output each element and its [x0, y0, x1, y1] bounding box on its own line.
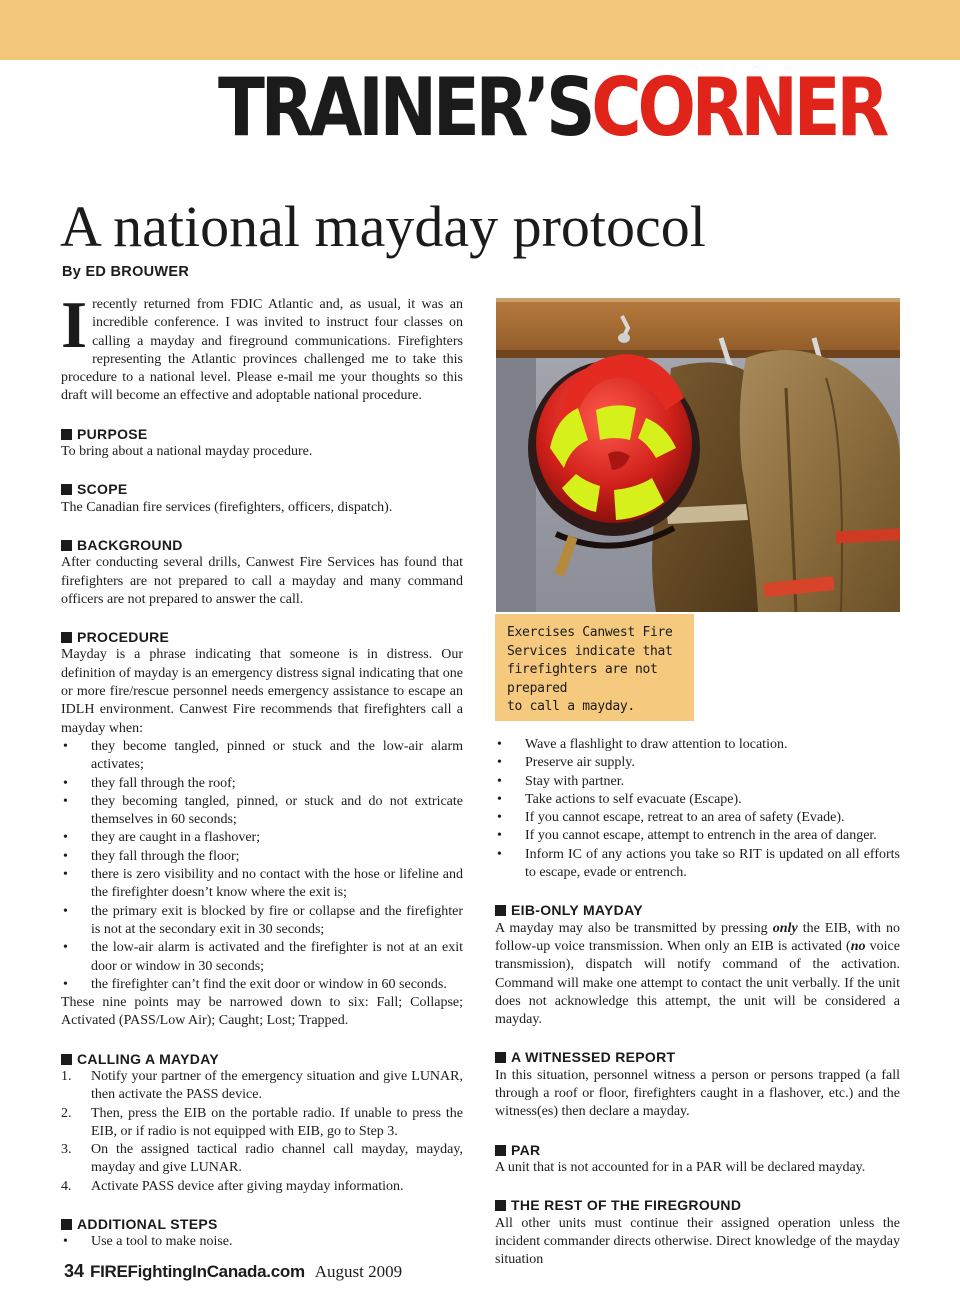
page-number: 34 — [64, 1261, 85, 1281]
caption-line: to call a mayday. — [507, 699, 635, 714]
list-item: • they fall through the floor; — [61, 848, 463, 866]
list-item: • they becoming tangled, pinned, or stuck and do not extricate themselves in 60 seconds; — [61, 793, 463, 830]
left-column — [61, 288, 463, 1252]
list-item: • Preserve air supply. — [495, 754, 900, 772]
intro-paragraph — [61, 288, 463, 406]
background-text: After conducting several drills, Canwest Fire Services has found that firefighters are not prepared to call a mayday and many command officers are not prepared to answer the call. — [61, 555, 463, 607]
masthead-corner: CORNER — [591, 61, 886, 154]
caption-line: firefighters are not prepared — [507, 662, 658, 696]
caption-line: Services indicate that — [507, 643, 673, 659]
list-item: • they are caught in a flashover; — [61, 829, 463, 847]
intro-text: recently returned from FDIC Atlantic and, as usual, it was an incredible conference. I was invited to instruct four classes on calling a mayday and fireground communications. Firefighters representing the Atlantic provinces challenged me to take this procedure to a national level. Please e-mail me your thoughts so this draft will become an effective and adoptable national procedure. — [61, 297, 463, 404]
rest-text: All other units must continue their assigned operation unless the incident commander directs otherwise. Direct knowledge of the mayday situation — [495, 1215, 900, 1268]
list-item: • Use a tool to make noise. — [61, 1233, 463, 1251]
purpose-text: To bring about a national mayday procedure. — [61, 444, 313, 460]
list-item: • the primary exit is blocked by fire or collapse and the firefighter is not at the secondary exit in 30 seconds; — [61, 903, 463, 940]
article-byline: By ED BROUWER — [62, 264, 190, 280]
list-item: 1. Notify your partner of the emergency situation and give LUNAR, then activate the PASS device. — [61, 1068, 463, 1103]
square-bullet-icon — [495, 1145, 506, 1156]
list-item: • the firefighter can’t find the exit door or window in 60 seconds. — [61, 976, 463, 994]
additional-bullet-list-right — [495, 736, 900, 882]
witnessed-text: In this situation, personnel witness a person or persons trapped (a fall through a roof or floor, firefighters caught in a flashover, etc.) and the witness(es) then declare a mayday. — [495, 1067, 900, 1120]
photo-caption — [495, 614, 694, 721]
article-headline: A national mayday protocol — [60, 194, 706, 259]
calling-steps-list — [61, 1068, 463, 1196]
list-item: • there is zero visibility and no contact with the hose or lifeline and the firefighter doesn’t know where the exit is; — [61, 866, 463, 903]
issue-date: August 2009 — [314, 1262, 403, 1281]
website-link[interactable]: FIREFightingInCanada.com — [90, 1262, 305, 1281]
turnout-gear-photo — [496, 298, 900, 612]
square-bullet-icon — [495, 905, 506, 916]
list-item: • If you cannot escape, attempt to entrench in the area of danger. — [495, 827, 900, 845]
masthead-trainers: TRAINER’S — [218, 61, 592, 154]
caption-line: Exercises Canwest Fire — [507, 625, 673, 640]
procedure-heading: PROCEDURE — [61, 628, 463, 646]
square-bullet-icon — [61, 1219, 72, 1230]
right-column — [495, 736, 900, 1269]
additional-bullet-list-left — [61, 1233, 463, 1251]
additional-heading: ADDITIONAL STEPS — [61, 1215, 463, 1233]
square-bullet-icon — [495, 1200, 506, 1211]
list-item: 2. Then, press the EIB on the portable radio. If unable to press the EIB, or if radio is not equipped with EIB, go to Step 3. — [61, 1105, 463, 1139]
list-item: 3. On the assigned tactical radio channel call mayday, mayday, mayday and give LUNAR. — [61, 1142, 463, 1176]
procedure-text: Mayday is a phrase indicating that someone is in distress. Our definition of mayday is an emergency distress signal indicating that one or more fire/rescue personnel needs emergency assistance to escape an IDLH environment. Canwest Fire recommends that firefighters call a mayday when: — [61, 647, 463, 736]
eib-text: A mayday may also be transmitted by pressing only the EIB, with no follow-up voice transmission. When only an EIB is activated (no voice transmission), dispatch will notify command of the activation. Command will make one attempt to contact the unit verbally. If the unit does not acknowledge this attempt, the unit will be considered a mayday. — [495, 920, 900, 1028]
list-item: • Take actions to self evacuate (Escape). — [495, 791, 900, 809]
list-item: • the low-air alarm is activated and the firefighter is not at an exit door or window in 30 seconds; — [61, 939, 463, 976]
scope-heading: SCOPE — [61, 480, 463, 498]
square-bullet-icon — [61, 429, 72, 440]
par-heading: PAR — [495, 1141, 900, 1159]
background-heading: BACKGROUND — [61, 536, 463, 554]
top-color-band — [0, 0, 960, 60]
scope-text: The Canadian fire services (firefighters, officers, dispatch). — [61, 499, 393, 515]
list-item: • Stay with partner. — [495, 773, 900, 791]
par-text: A unit that is not accounted for in a PAR will be declared mayday. — [495, 1159, 866, 1175]
square-bullet-icon — [61, 540, 72, 551]
section-masthead — [218, 61, 886, 154]
rest-heading: THE REST OF THE FIREGROUND — [495, 1196, 900, 1214]
list-item: • If you cannot escape, retreat to an area of safety (Evade). — [495, 809, 900, 827]
list-item: • they fall through the roof; — [61, 775, 463, 793]
square-bullet-icon — [61, 1054, 72, 1065]
square-bullet-icon — [61, 484, 72, 495]
procedure-summary: These nine points may be narrowed down to six: Fall; Collapse; Activated (PASS/Low Air); Caught; Lost; Trapped. — [61, 995, 463, 1029]
list-item: 4. Activate PASS device after giving mayday information. — [61, 1178, 404, 1194]
list-item: • Inform IC of any actions you take so RIT is updated on all efforts to escape, evade or entrench. — [495, 846, 900, 883]
list-item: • they become tangled, pinned or stuck and the low-air alarm activates; — [61, 738, 463, 775]
drop-cap: I — [61, 288, 88, 362]
eib-heading: EIB-ONLY MAYDAY — [495, 901, 900, 919]
square-bullet-icon — [61, 632, 72, 643]
page-footer — [64, 1261, 402, 1282]
purpose-heading: PURPOSE — [61, 425, 463, 443]
list-item: • Wave a flashlight to draw attention to location. — [495, 736, 900, 754]
witnessed-heading: A WITNESSED REPORT — [495, 1048, 900, 1066]
procedure-bullet-list — [61, 738, 463, 994]
calling-heading: CALLING A MAYDAY — [61, 1050, 463, 1068]
square-bullet-icon — [495, 1052, 506, 1063]
